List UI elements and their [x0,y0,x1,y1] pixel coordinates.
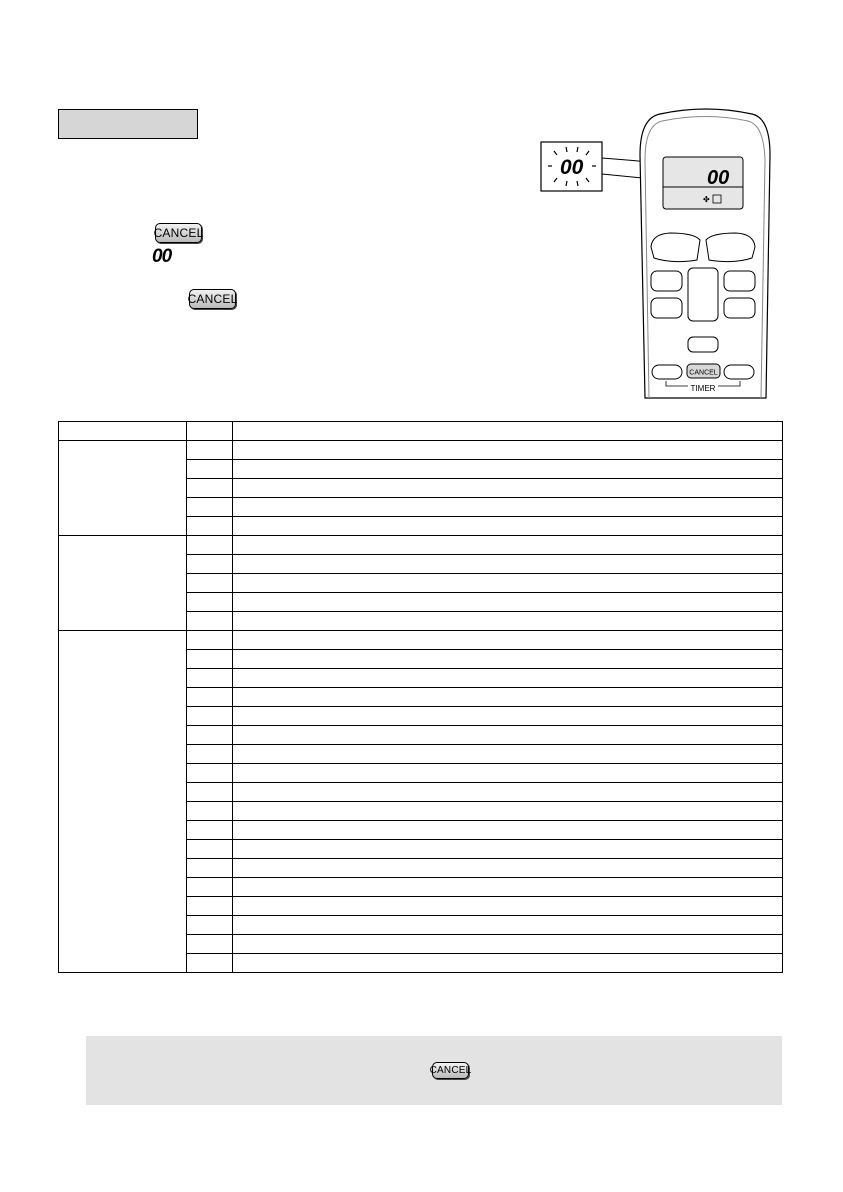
remote-button-small [688,337,718,352]
table-group-cell [59,536,187,631]
table-description-cell [233,612,783,631]
table-code-cell [187,878,233,897]
table-code-cell [187,726,233,745]
remote-controller-illustration [533,108,773,400]
code-table [58,421,783,973]
table-row [59,631,783,650]
table-description-cell [233,441,783,460]
table-code-cell [187,650,233,669]
table-description-cell [233,935,783,954]
remote-button [651,271,682,291]
table-description-cell [233,650,783,669]
timer-label: TIMER [690,384,716,393]
table-description-cell [233,688,783,707]
table-header-cell [233,422,783,441]
table-code-cell [187,707,233,726]
table-group-cell [59,631,187,973]
remote-lcd [663,157,743,209]
display-digits-icon: 00 [152,246,172,267]
table-code-cell [187,745,233,764]
table-description-cell [233,669,783,688]
table-description-cell [233,726,783,745]
fan-icon: ✤ [703,195,710,204]
table-code-cell [187,669,233,688]
table-code-cell [187,593,233,612]
table-code-cell [187,460,233,479]
table-code-cell [187,574,233,593]
table-description-cell [233,745,783,764]
table-code-cell [187,802,233,821]
table-description-cell [233,574,783,593]
section-tab [58,109,198,139]
table-description-cell [233,555,783,574]
table-code-cell [187,935,233,954]
table-row [59,441,783,460]
lcd-digits: 00 [707,167,730,189]
callout-digits: 00 [560,156,584,179]
table-description-cell [233,460,783,479]
table-description-cell [233,764,783,783]
cancel-button-icon: CANCEL [189,289,236,309]
table-description-cell [233,479,783,498]
table-code-cell [187,916,233,935]
table-description-cell [233,707,783,726]
table-description-cell [233,840,783,859]
table-description-cell [233,783,783,802]
table-description-cell [233,859,783,878]
table-code-cell [187,954,233,973]
remote-cancel-label: CANCEL [689,369,718,377]
table-code-cell [187,612,233,631]
remote-button-left [651,233,700,262]
remote-button [724,271,755,291]
table-code-cell [187,859,233,878]
table-description-cell [233,954,783,973]
table-description-cell [233,878,783,897]
table-code-cell [187,897,233,916]
remote-button [724,298,755,318]
table-description-cell [233,593,783,612]
table-code-cell [187,840,233,859]
table-header-cell [59,422,187,441]
cancel-button-icon: CANCEL [432,1062,469,1079]
table-header-cell [187,422,233,441]
table-code-cell [187,555,233,574]
remote-button [651,298,682,318]
table-code-cell [187,498,233,517]
table-description-cell [233,536,783,555]
table-code-cell [187,536,233,555]
table-code-cell [187,631,233,650]
cancel-button-icon: CANCEL [155,223,202,243]
table-code-cell [187,441,233,460]
table-code-cell [187,517,233,536]
table-description-cell [233,916,783,935]
table-code-cell [187,479,233,498]
table-description-cell [233,802,783,821]
table-code-cell [187,764,233,783]
table-code-cell [187,688,233,707]
timer-off-button [724,365,754,379]
remote-button-right [706,233,755,262]
table-header-row [59,422,783,441]
table-description-cell [233,498,783,517]
timer-on-button [652,365,682,379]
table-code-cell [187,821,233,840]
table-description-cell [233,897,783,916]
table-description-cell [233,631,783,650]
table-row [59,536,783,555]
note-box [86,1036,782,1105]
remote-button-center [688,268,718,321]
table-code-cell [187,783,233,802]
table-description-cell [233,821,783,840]
table-description-cell [233,517,783,536]
table-group-cell [59,441,187,536]
